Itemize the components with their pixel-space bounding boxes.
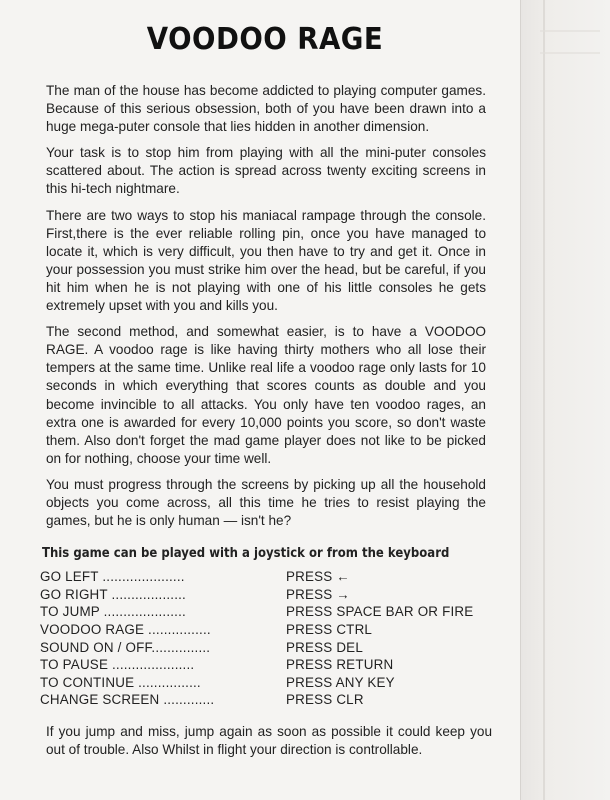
control-key: PRESS ANY KEY xyxy=(286,674,395,690)
control-action: TO JUMP ..................... xyxy=(40,604,186,620)
control-row xyxy=(40,674,486,692)
control-key: PRESS RETURN xyxy=(286,657,394,673)
instructions-body xyxy=(40,82,492,767)
control-row xyxy=(40,586,486,604)
control-action: GO RIGHT ................... xyxy=(40,586,186,602)
control-key: PRESS DEL xyxy=(286,639,363,655)
progress-paragraph: You must progress through the screens by picking up all the household objects you come across, all this time he tries to resist playing the games, but he is only human — isn't he? xyxy=(46,476,486,529)
adjacent-page-edge xyxy=(520,0,610,800)
bleed-through-mark xyxy=(540,30,600,54)
controls-heading: This game can be played with a joystick or from the keyboard xyxy=(42,545,450,562)
control-key: PRESS → xyxy=(286,586,350,602)
control-action: CHANGE SCREEN ............. xyxy=(40,692,215,708)
control-key: PRESS CLR xyxy=(286,692,364,708)
control-row xyxy=(40,656,486,674)
intro-paragraph: The man of the house has become addicted to playing computer games. Because of this serious obsession, both of you have been drawn into a huge mega-puter console that lies hidden in another dimension. xyxy=(46,83,486,135)
control-row xyxy=(40,691,486,709)
control-key: PRESS ← xyxy=(286,569,350,585)
control-key: PRESS SPACE BAR OR FIRE xyxy=(286,604,474,620)
control-action: SOUND ON / OFF............... xyxy=(40,639,211,655)
rolling-pin-paragraph: There are two ways to stop his maniacal rampage through the console. First,there is the ever reliable rolling pin, once you have managed to locate it, which is very difficult, you then have to try and get it. Once in your possession you must strike him over the head, but be careful, if you hit him when he is not playing with one of his little consoles he gets extremely upset with you and kills you. xyxy=(46,207,486,314)
control-row xyxy=(40,621,486,639)
voodoo-rage-paragraph: The second method, and somewhat easier, is to have a VOODOO RAGE. A voodoo rage is like having thirty mothers who all lose their tempers at the same time. Unlike real life a voodoo rage only lasts for 10 seconds in which everything that scores counts as double and you become invincible to all attacks. You only have ten voodoo rages, an extra one is awarded for every 10,000 points you score, so don't waste them. Also don't forget the mad game player does not like to be picked on for nothing, choose your time well. xyxy=(46,324,486,466)
control-row xyxy=(40,639,486,657)
control-action: VOODOO RAGE ................ xyxy=(40,622,211,638)
control-row xyxy=(40,603,486,621)
control-action: TO PAUSE ..................... xyxy=(40,657,195,673)
controls-list xyxy=(40,568,486,709)
control-key: PRESS CTRL xyxy=(286,622,373,638)
task-paragraph: Your task is to stop him from playing with all the mini-puter consoles scattered about. The action is spread across twenty exciting screens in this hi-tech nightmare. xyxy=(46,145,486,197)
jump-tip-paragraph: If you jump and miss, jump again as soon as possible it could keep you out of trouble. Also Whilst in flight your direction is controllable. xyxy=(46,724,492,758)
page-title: VOODOO RAGE xyxy=(146,22,384,57)
control-action: TO CONTINUE ................ xyxy=(40,674,201,690)
control-row xyxy=(40,568,486,586)
control-action: GO LEFT ..................... xyxy=(40,569,185,585)
